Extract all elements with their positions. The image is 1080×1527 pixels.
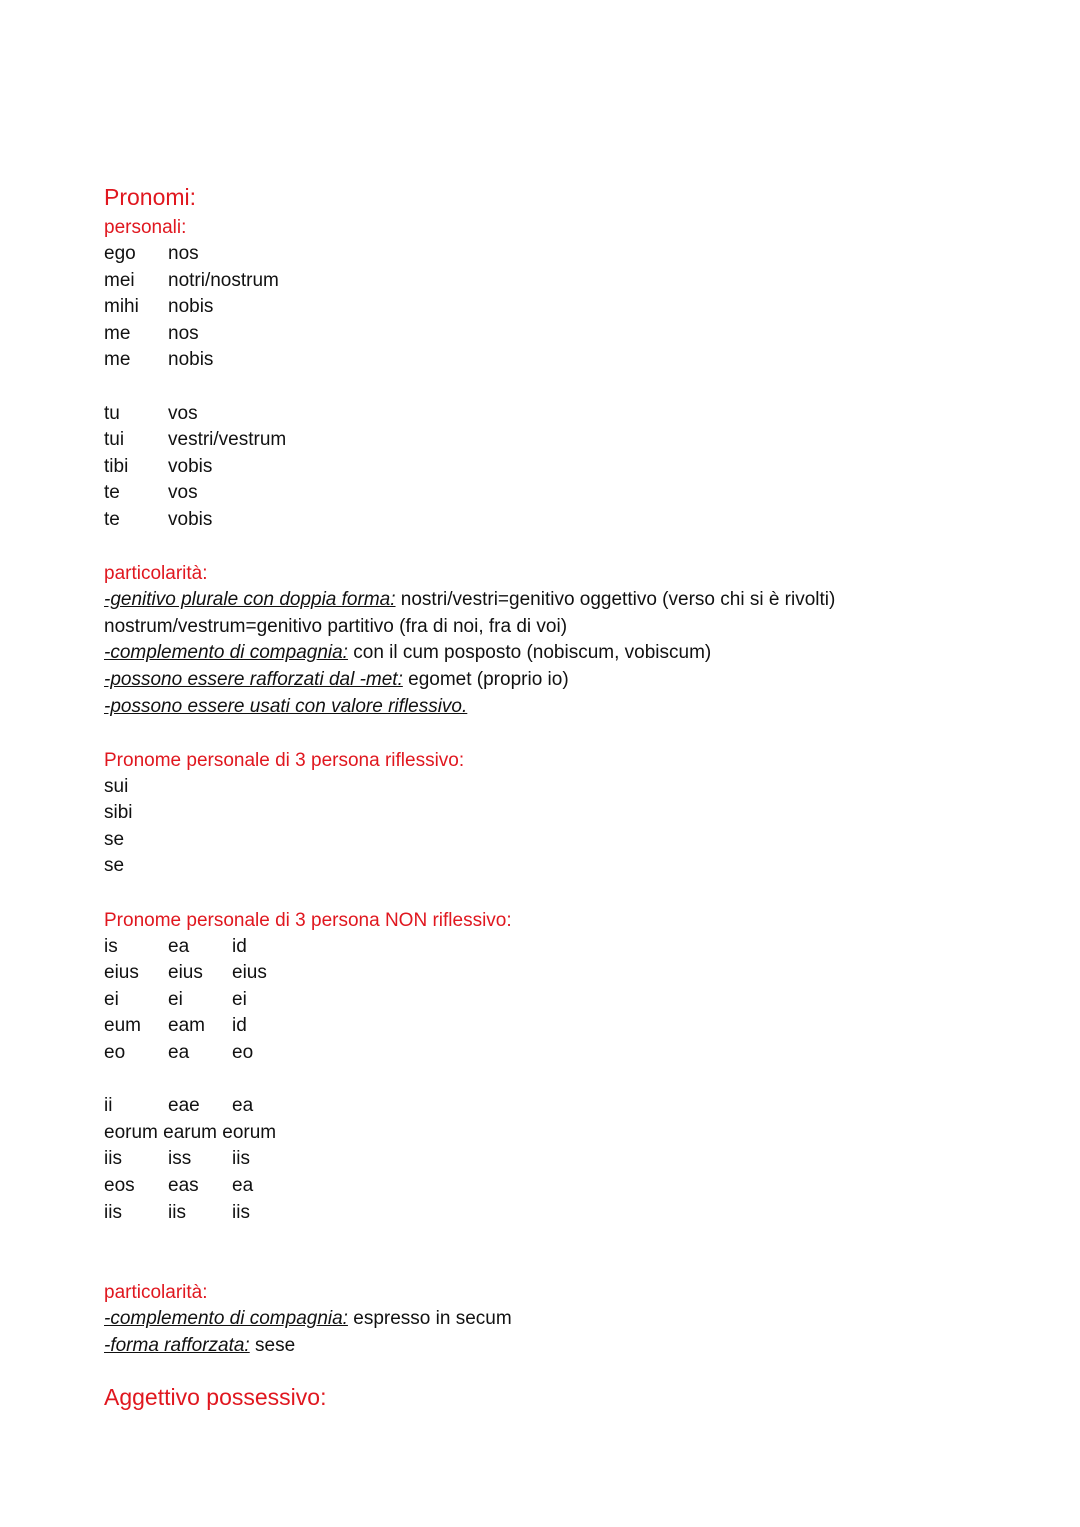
masculine-form: eum (104, 1015, 141, 1037)
list-item: sibi (104, 802, 133, 824)
section-heading-particularities-2: particolarità: (104, 1282, 208, 1304)
table-row (104, 480, 1004, 507)
masculine-form: eos (104, 1175, 135, 1196)
masculine-form: iis (104, 1148, 122, 1170)
note-text: con il cum posposto (nobiscum, vobiscum) (347, 642, 712, 664)
note-label: -forma rafforzata: (104, 1334, 250, 1356)
table-row (104, 507, 1004, 534)
first-person-table (104, 241, 1004, 374)
singular-form: tibi (104, 455, 129, 477)
masculine-form: is (104, 935, 118, 957)
singular-form: mei (104, 269, 135, 291)
plural-form: nos (168, 322, 199, 344)
note-label: -possono essere usati con valore riflessivo. (104, 695, 468, 717)
list-item (104, 587, 1004, 614)
note-label: -complemento di compagnia: (104, 642, 348, 664)
masculine-form: iis (104, 1201, 122, 1223)
feminine-form: iis (168, 1201, 186, 1223)
table-row (104, 1040, 1004, 1067)
list-item (104, 614, 1004, 641)
singular-form: te (104, 482, 120, 504)
plural-form: vobis (168, 508, 213, 530)
plural-form: notri/nostrum (168, 269, 279, 291)
singular-form: me (104, 349, 131, 371)
neuter-form: eorum (222, 1121, 277, 1143)
plural-form: vobis (168, 455, 213, 477)
section-heading-particularities-1: particolarità: (104, 563, 208, 585)
singular-form: ego (104, 243, 136, 264)
feminine-form: eas (168, 1175, 199, 1196)
singular-form: me (104, 322, 131, 344)
section-heading-personal: personali: (104, 217, 187, 238)
table-row (104, 1120, 1004, 1147)
table-row (104, 987, 1004, 1014)
plural-form: nobis (168, 296, 214, 318)
list-item: se (104, 828, 125, 850)
plural-form: nobis (168, 349, 214, 371)
note-text: nostri/vestri=genitivo oggettivo (verso chi si è rivolti) (395, 589, 836, 611)
note-label: -complemento di compagnia: (104, 1308, 348, 1330)
list-item (104, 694, 1004, 721)
reflexive-forms (104, 774, 1004, 880)
table-row (104, 454, 1004, 481)
table-row (104, 1173, 1004, 1200)
note-text: sese (249, 1334, 296, 1356)
note-label: -genitivo plurale con doppia forma: (104, 589, 396, 611)
document-page (104, 180, 1004, 1412)
section-heading-non-reflexive: Pronome personale di 3 persona NON riflessivo: (104, 909, 512, 931)
note-text: espresso in secum (347, 1308, 512, 1330)
neuter-form: id (232, 935, 247, 957)
note-label: -possono essere rafforzati dal -met: (104, 668, 403, 690)
masculine-form: eorum (104, 1121, 158, 1143)
non-reflexive-plural-table (104, 1093, 1004, 1226)
neuter-form: id (232, 1015, 247, 1037)
list-item (104, 1333, 1004, 1360)
neuter-form: iis (232, 1148, 250, 1170)
page-title: Pronomi: (104, 184, 197, 210)
particularities-list-1 (104, 587, 1004, 720)
list-item (104, 1306, 1004, 1333)
section-heading-possessive: Aggettivo possessivo: (104, 1383, 327, 1410)
singular-form: tu (104, 402, 120, 424)
plural-form: vos (168, 402, 198, 424)
table-row (104, 1093, 1004, 1120)
plural-form: nos (168, 243, 199, 264)
neuter-form: ea (232, 1095, 254, 1117)
plural-form: vos (168, 482, 198, 504)
list-item (104, 667, 1004, 694)
feminine-form: earum (163, 1121, 217, 1143)
feminine-form: ea (168, 935, 190, 957)
feminine-form: ea (168, 1042, 190, 1064)
note-text: egomet (proprio io) (402, 668, 569, 690)
neuter-form: ea (232, 1175, 254, 1196)
neuter-form: ei (232, 988, 247, 1010)
neuter-form: eius (232, 962, 267, 984)
plural-form: vestri/vestrum (168, 429, 287, 451)
table-row (104, 401, 1004, 428)
singular-form: mihi (104, 296, 139, 318)
table-row (104, 1146, 1004, 1173)
feminine-form: eam (168, 1015, 205, 1037)
feminine-form: eae (168, 1095, 200, 1117)
table-row (104, 321, 1004, 348)
table-row (104, 241, 1004, 268)
table-row (104, 347, 1004, 374)
feminine-form: iss (168, 1148, 192, 1170)
list-item: sui (104, 775, 129, 797)
table-row (104, 960, 1004, 987)
section-heading-reflexive: Pronome personale di 3 persona riflessivo: (104, 749, 465, 771)
note-text: nostrum/vestrum=genitivo partitivo (fra di noi, fra di voi) (104, 615, 568, 637)
table-row (104, 268, 1004, 295)
masculine-form: ei (104, 988, 119, 1010)
list-item: se (104, 855, 125, 877)
neuter-form: iis (232, 1201, 250, 1223)
singular-form: te (104, 508, 120, 530)
masculine-form: ii (104, 1095, 113, 1117)
singular-form: tui (104, 429, 125, 451)
feminine-form: eius (168, 962, 203, 984)
particularities-list-2 (104, 1306, 1004, 1359)
table-row (104, 934, 1004, 961)
feminine-form: ei (168, 988, 183, 1010)
non-reflexive-singular-table (104, 934, 1004, 1067)
table-row (104, 1013, 1004, 1040)
table-row (104, 427, 1004, 454)
table-row (104, 294, 1004, 321)
masculine-form: eius (104, 962, 139, 984)
masculine-form: eo (104, 1042, 126, 1064)
second-person-table (104, 401, 1004, 534)
neuter-form: eo (232, 1042, 254, 1064)
list-item (104, 640, 1004, 667)
table-row (104, 1200, 1004, 1227)
